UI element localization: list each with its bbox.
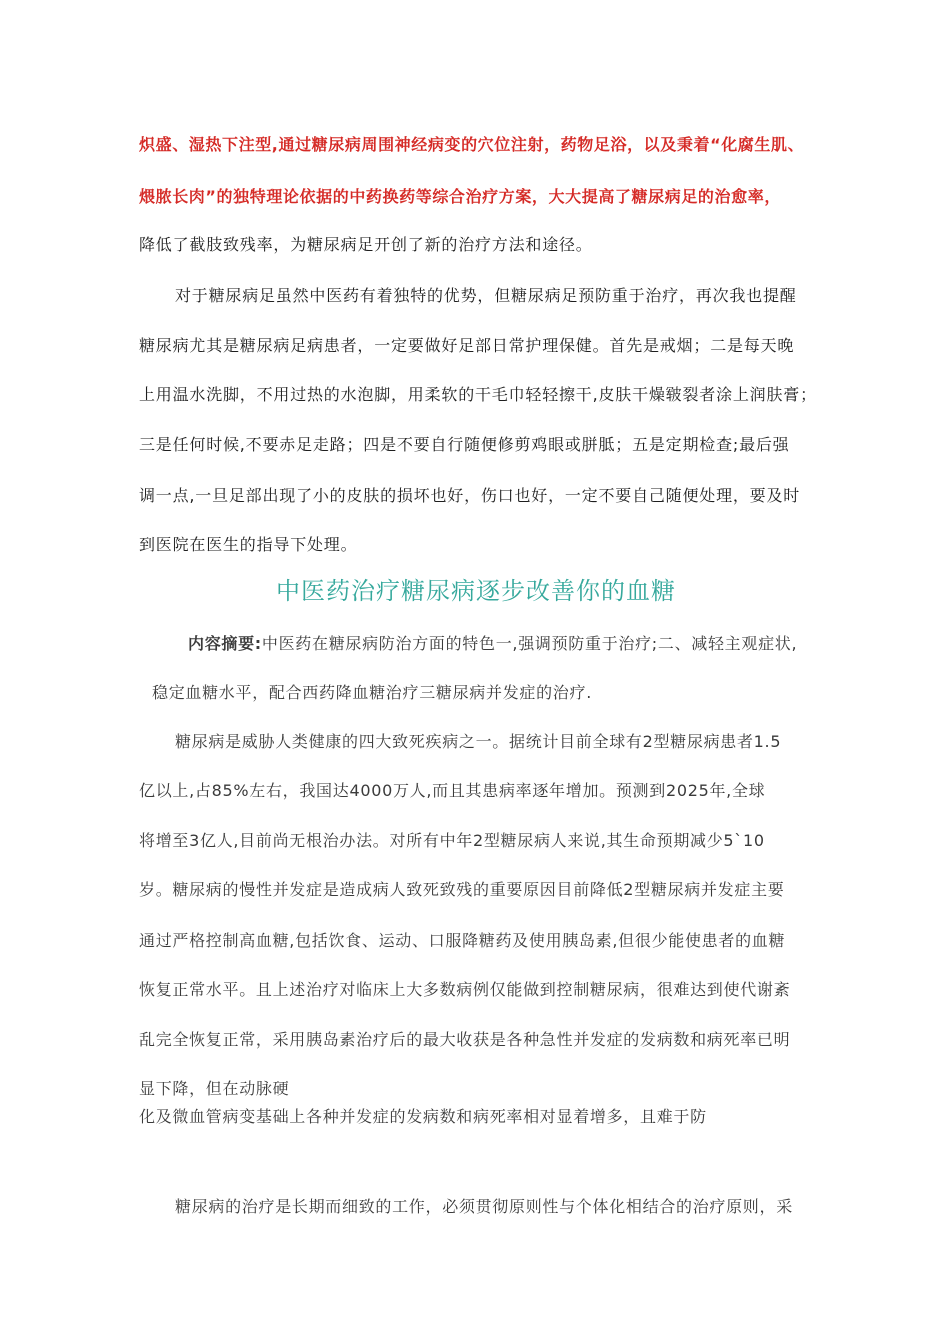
paragraph-line: 到医院在医生的指导下处理。 [139,535,358,554]
body-line: 显下降，但在动脉硬 [139,1079,290,1098]
body-line: 化及微血管病变基础上各种并发症的发病数和病死率相对显着增多，且难于防 [139,1107,707,1126]
body-line: 将增至3亿人,目前尚无根治办法。对所有中年2型糖尿病人来说,其生命预期减少5`10 [139,831,765,850]
body-line: 岁。糖尿病的慢性并发症是造成病人致死致残的重要原因目前降低2型糖尿病并发症主要 [139,880,785,899]
summary-label: 内容摘要: [188,634,262,653]
body-line: 恢复正常水平。且上述治疗对临床上大多数病例仅能做到控制糖尿病，很难达到使代谢紊 [139,980,791,999]
body-line: 通过严格控制高血糖,包括饮食、运动、口服降糖药及使用胰岛素,但很少能使患者的血糖 [139,931,786,950]
body-line: 糖尿病是威胁人类健康的四大致死疾病之一。据统计目前全球有2型糖尿病患者1.5 [175,732,782,751]
body-line: 糖尿病的治疗是长期而细致的工作，必须贯彻原则性与个体化相结合的治疗原则，采 [175,1197,793,1216]
paragraph-line: 调一点,一旦足部出现了小的皮肤的损坏也好，伤口也好，一定不要自己随便处理，要及时 [139,486,801,505]
summary-text: 中医药在糖尿病防治方面的特色一,强调预防重于治疗;二、减轻主观症状, [261,634,798,653]
body-line: 亿以上,占85%左右，我国达4000万人,而且其患病率逐年增加。预测到2025年,全球 [139,781,766,800]
article-title: 中医药治疗糖尿病逐步改善你的血糖 [276,577,676,605]
paragraph-line: 糖尿病尤其是糖尿病足病患者，一定要做好足部日常护理保健。首先是戒烟；二是每天晚 [139,336,795,355]
paragraph-line: 上用温水洗脚，不用过热的水泡脚，用柔软的干毛巾轻轻擦干,皮肤干燥皲裂者涂上润肤膏； [139,385,817,404]
red-paragraph-line-2: 煨脓长肉”的独特理论依据的中药换药等综合治疗方案，大大提高了糖尿病足的治愈率， [139,187,781,206]
red-paragraph-line-1: 炽盛、湿热下注型,通过糖尿病周围神经病变的穴位注射，药物足浴，以及秉着“化腐生肌、 [139,135,805,154]
summary-line-2: 稳定血糖水平，配合西药降血糖治疗三糖尿病并发症的治疗. [152,683,592,702]
paragraph-line: 对于糖尿病足虽然中医药有着独特的优势，但糖尿病足预防重于治疗，再次我也提醒 [175,286,797,305]
body-line: 乱完全恢复正常，采用胰岛素治疗后的最大收获是各种急性并发症的发病数和病死率已明 [139,1030,791,1049]
summary-line-1 [188,631,797,654]
paragraph-line: 三是任何时候,不要赤足走路；四是不要自行随便修剪鸡眼或胼胝；五是定期检查;最后强 [139,435,790,454]
paragraph-line: 降低了截肢致残率，为糖尿病足开创了新的治疗方法和途径。 [139,235,593,254]
